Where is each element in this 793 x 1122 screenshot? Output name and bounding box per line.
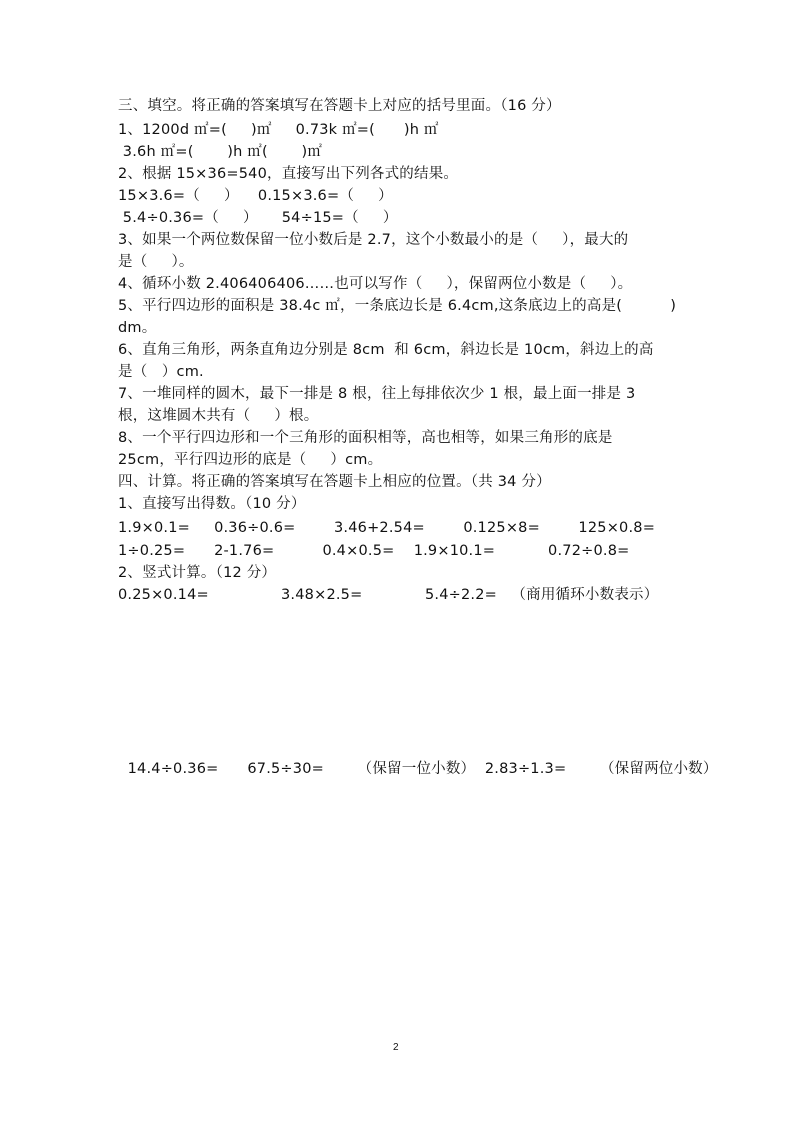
question-8-line-2: 25cm，平行四边形的底是（ ）cm。 bbox=[118, 452, 383, 468]
question-1-line-2: 3.6h ㎡=( )h ㎡( )㎡ bbox=[118, 144, 323, 160]
part-2-title: 2、竖式计算。（12 分） bbox=[118, 565, 277, 581]
question-1-line-1: 1、1200d ㎡=( )㎡ 0.73k ㎡=( )h ㎡ bbox=[118, 122, 439, 138]
question-5-line-2: dm。 bbox=[118, 320, 157, 336]
question-6-line-1: 6、直角三角形，两条直角边分别是 8cm 和 6cm，斜边长是 10cm，斜边上的高 bbox=[118, 342, 654, 358]
question-3-line-2: 是（ ）。 bbox=[118, 254, 194, 270]
section-4-heading: 四、计算。将正确的答案填写在答题卡上相应的位置。（共 34 分） bbox=[118, 474, 551, 490]
question-8-line-1: 8、一个平行四边形和一个三角形的面积相等，高也相等，如果三角形的底是 bbox=[118, 430, 613, 446]
part-1-title: 1、直接写出得数。（10 分） bbox=[118, 496, 306, 512]
question-2-line-3: 5.4÷0.36=（ ） 54÷15=（ ） bbox=[118, 210, 398, 226]
page-number: 2 bbox=[393, 1042, 399, 1053]
question-7-line-1: 7、一堆同样的圆木，最下一排是 8 根，往上每排依次少 1 根，最上面一排是 3 bbox=[118, 386, 636, 402]
part-2-row-1: 0.25×0.14= 3.48×2.5= 5.4÷2.2= （商用循环小数表示） bbox=[118, 587, 659, 603]
section-3-heading: 三、填空。将正确的答案填写在答题卡上对应的括号里面。（16 分） bbox=[118, 98, 561, 114]
part-2-row-2: 14.4÷0.36= 67.5÷30= （保留一位小数） 2.83÷1.3= （保留两位小数） bbox=[118, 761, 718, 777]
question-2-line-2: 15×3.6=（ ） 0.15×3.6=（ ） bbox=[118, 188, 393, 204]
question-7-line-2: 根，这堆圆木共有（ ）根。 bbox=[118, 408, 319, 424]
part-1-row-1: 1.9×0.1= 0.36÷0.6= 3.46+2.54= 0.125×8= 125×0.8= bbox=[118, 520, 656, 536]
question-5-line-1: 5、平行四边形的面积是 38.4c ㎡，一条底边长是 6.4cm,这条底边上的高是( ) bbox=[118, 298, 677, 314]
part-1-row-2: 1÷0.25= 2-1.76= 0.4×0.5= 1.9×10.1= 0.72÷0.8= bbox=[118, 543, 630, 559]
question-6-line-2: 是（ ）cm. bbox=[118, 364, 204, 380]
question-2-line-1: 2、根据 15×36=540，直接写出下列各式的结果。 bbox=[118, 166, 459, 182]
question-3-line-1: 3、如果一个两位数保留一位小数后是 2.7，这个小数最小的是（ ），最大的 bbox=[118, 232, 629, 248]
question-4-line-1: 4、循环小数 2.406406406……也可以写作（ ），保留两位小数是（ ）。 bbox=[118, 276, 633, 292]
